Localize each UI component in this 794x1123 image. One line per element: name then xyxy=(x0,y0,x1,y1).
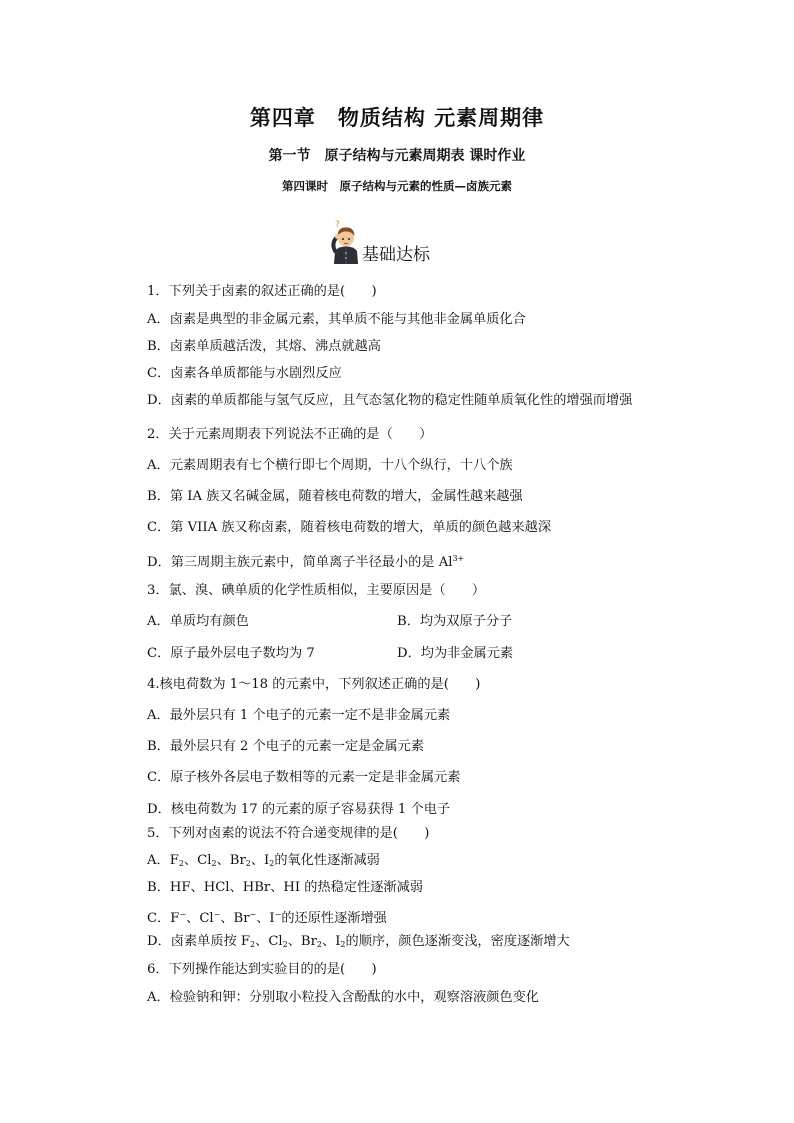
superscript: − xyxy=(274,910,282,919)
q5-a-br: 、Br xyxy=(216,853,246,868)
subscript: 2 xyxy=(282,940,288,949)
subscript: 2 xyxy=(211,859,217,868)
q6-option-a: A．检验钠和钾：分别取小粒投入含酚酞的水中，观察溶液颜色变化 xyxy=(147,990,539,1005)
q6-stem: 6．下列操作能达到实验目的的是( ) xyxy=(147,962,377,977)
section-title: 第一节 原子结构与元素周期表 课时作业 xyxy=(268,148,526,164)
svg-text:?: ? xyxy=(335,220,340,230)
q5-d-f: D．卤素单质按 F xyxy=(147,934,251,949)
q3-option-a: A．单质均有颜色 xyxy=(147,614,249,629)
subscript: 2 xyxy=(269,859,275,868)
q5-d-cl: 、Cl xyxy=(255,934,283,949)
superscript: − xyxy=(213,910,221,919)
q3-option-d: D．均为非金属元素 xyxy=(397,646,514,661)
q5-option-c xyxy=(147,906,387,928)
q5-option-b: B．HF、HCl、HBr、HI 的热稳定性逐渐减弱 xyxy=(147,880,423,895)
q5-c-br: 、Br xyxy=(220,911,250,926)
q5-a-f: A．F xyxy=(147,853,179,868)
q5-option-d xyxy=(147,933,570,954)
q5-c-f: C．F xyxy=(147,911,180,926)
superscript: − xyxy=(249,910,257,919)
q1-stem: 1．下列关于卤素的叙述正确的是( ) xyxy=(147,284,377,299)
subscript: 2 xyxy=(245,859,251,868)
q5-a-cl: 、Cl xyxy=(183,853,212,868)
q2-option-b: B．第 IA 族又名碱金属，随着核电荷数的增大，金属性越来越强 xyxy=(147,489,523,504)
lesson-title: 第四课时 原子结构与元素的性质—卤族元素 xyxy=(282,179,512,193)
q5-stem: 5．下列对卤素的说法不符合递变规律的是( ) xyxy=(147,826,430,841)
subscript: 2 xyxy=(178,859,184,868)
q5-c-i: 、I xyxy=(256,911,275,926)
subscript: 2 xyxy=(316,940,323,949)
q4-option-c: C．原子核外各层电子数相等的元素一定是非金属元素 xyxy=(147,770,461,785)
student-thinking-icon xyxy=(326,218,362,264)
q5-c-cl: 、Cl xyxy=(186,911,214,926)
chapter-title: 第四章 物质结构 元素周期律 xyxy=(249,106,545,130)
q5-a-i: 、I xyxy=(250,853,270,868)
q4-option-a: A．最外层只有 1 个电子的元素一定不是非金属元素 xyxy=(147,708,451,723)
q5-a-text: 的氧化性逐渐减弱 xyxy=(274,853,380,868)
q4-option-b: B．最外层只有 2 个电子的元素一定是金属元素 xyxy=(147,739,425,754)
q4-stem: 4.核电荷数为 1～18 的元素中，下列叙述正确的是( ) xyxy=(147,677,481,692)
q3-option-b: B．均为双原子分子 xyxy=(397,614,513,629)
q1-option-a: A．卤素是典型的非金属元素，其单质不能与其他非金属单质化合 xyxy=(147,312,526,327)
q1-option-c: C．卤素各单质都能与水剧烈反应 xyxy=(147,366,342,381)
q3-option-c: C．原子最外层电子数均为 7 xyxy=(147,646,315,661)
q5-d-br: 、Br xyxy=(287,934,317,949)
superscript: − xyxy=(179,910,187,919)
q5-option-a xyxy=(147,852,380,873)
q3-stem: 3．氯、溴、碘单质的化学性质相似，主要原因是（ ） xyxy=(147,583,486,598)
q5-d-text: 的顺序，颜色逐渐变浅，密度逐渐增大 xyxy=(345,934,570,949)
subscript: 2 xyxy=(250,940,256,949)
q5-d-i: 、I xyxy=(322,934,341,949)
banner-label: 基础达标 xyxy=(362,245,430,265)
q2-option-c: C．第 VIIA 族又称卤素，随着核电荷数的增大，单质的颜色越来越深 xyxy=(147,520,551,535)
ion-charge: 3+ xyxy=(452,554,465,563)
q2-option-a: A．元素周期表有七个横行即七个周期，十八个纵行，十八个族 xyxy=(147,458,513,473)
q2-stem: 2．关于元素周期表下列说法不正确的是（ ） xyxy=(147,427,433,442)
subscript: 2 xyxy=(340,940,346,949)
q2-option-d-text: D．第三周期主族元素中，简单离子半径最小的是 Al xyxy=(147,555,453,570)
q5-c-text: 的还原性逐渐增强 xyxy=(281,911,387,926)
q1-option-b: B．卤素单质越活泼，其熔、沸点就越高 xyxy=(147,339,381,354)
q4-option-d: D．核电荷数为 17 的元素的原子容易获得 1 个电子 xyxy=(147,802,451,817)
q2-option-d xyxy=(147,550,464,572)
q1-option-d: D．卤素的单质都能与氢气反应，且气态氢化物的稳定性随单质氧化性的增强而增强 xyxy=(147,393,633,408)
